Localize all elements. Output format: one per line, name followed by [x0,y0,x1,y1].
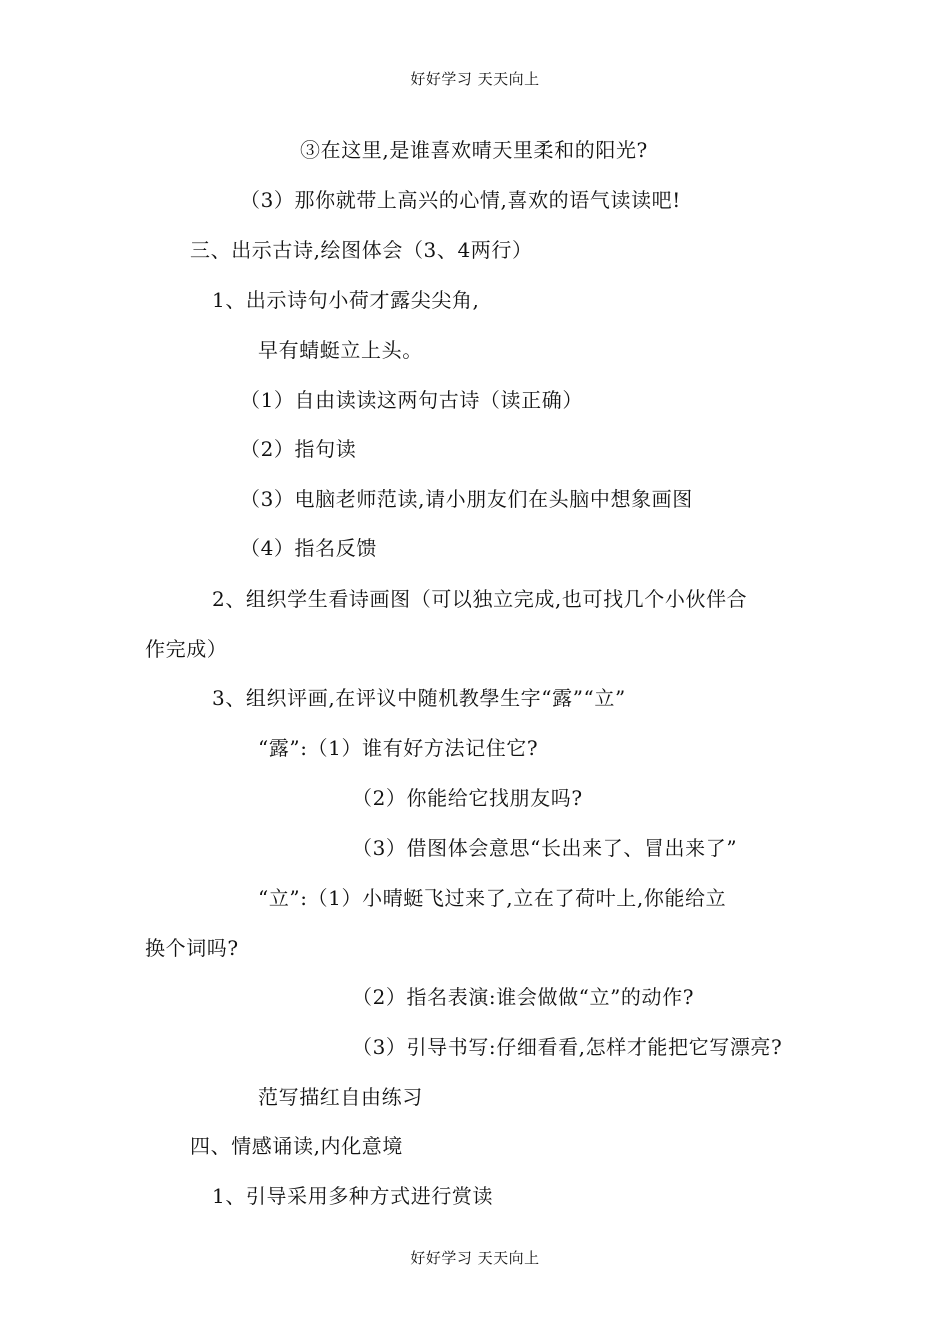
text-line-11: 作完成） [145,637,228,661]
text-line-18: （2）指名表演:谁会做做“立”的动作? [352,985,695,1009]
text-line-8: （3）电脑老师范读,请小朋友们在头脑中想象画图 [240,487,693,511]
text-line-2: （3）那你就带上高兴的心情,喜欢的语气读读吧! [240,188,681,212]
text-line-20: 范写描红自由练习 [258,1085,423,1109]
text-line-16: “立”:（1）小晴蜓飞过来了,立在了荷叶上,你能给立 [258,886,727,910]
text-line-4: 1、出示诗句小荷才露尖尖角, [212,288,480,312]
text-line-22: 1、引导采用多种方式进行赏读 [212,1184,494,1208]
section-heading-4: 四、情感诵读,内化意境 [190,1134,403,1158]
text-line-12: 3、组织评画,在评议中随机教學生字“露”“立” [212,686,626,710]
page-header: 好好学习 天天向上 [410,70,540,88]
section-heading-3: 三、出示古诗,绘图体会（3、4两行） [190,238,533,262]
page-footer: 好好学习 天天向上 [410,1249,540,1267]
text-line-15: （3）借图体会意思“长出来了、冒出来了” [352,836,738,860]
text-line-9: （4）指名反馈 [240,536,377,560]
text-line-17: 换个词吗? [145,936,239,960]
text-line-7: （2）指句读 [240,437,357,461]
text-line-6: （1）自由读读这两句古诗（读正确） [240,388,583,412]
poem-line: 早有蜻蜓立上头。 [258,338,423,362]
text-line-1: ③在这里,是谁喜欢晴天里柔和的阳光? [300,138,648,162]
text-line-14: （2）你能给它找朋友吗? [352,786,583,810]
text-line-19: （3）引导书写:仔细看看,怎样才能把它写漂亮? [352,1035,783,1059]
text-line-10: 2、组织学生看诗画图（可以独立完成,也可找几个小伙伴合 [212,587,748,611]
text-line-13: “露”:（1）谁有好方法记住它? [258,736,539,760]
